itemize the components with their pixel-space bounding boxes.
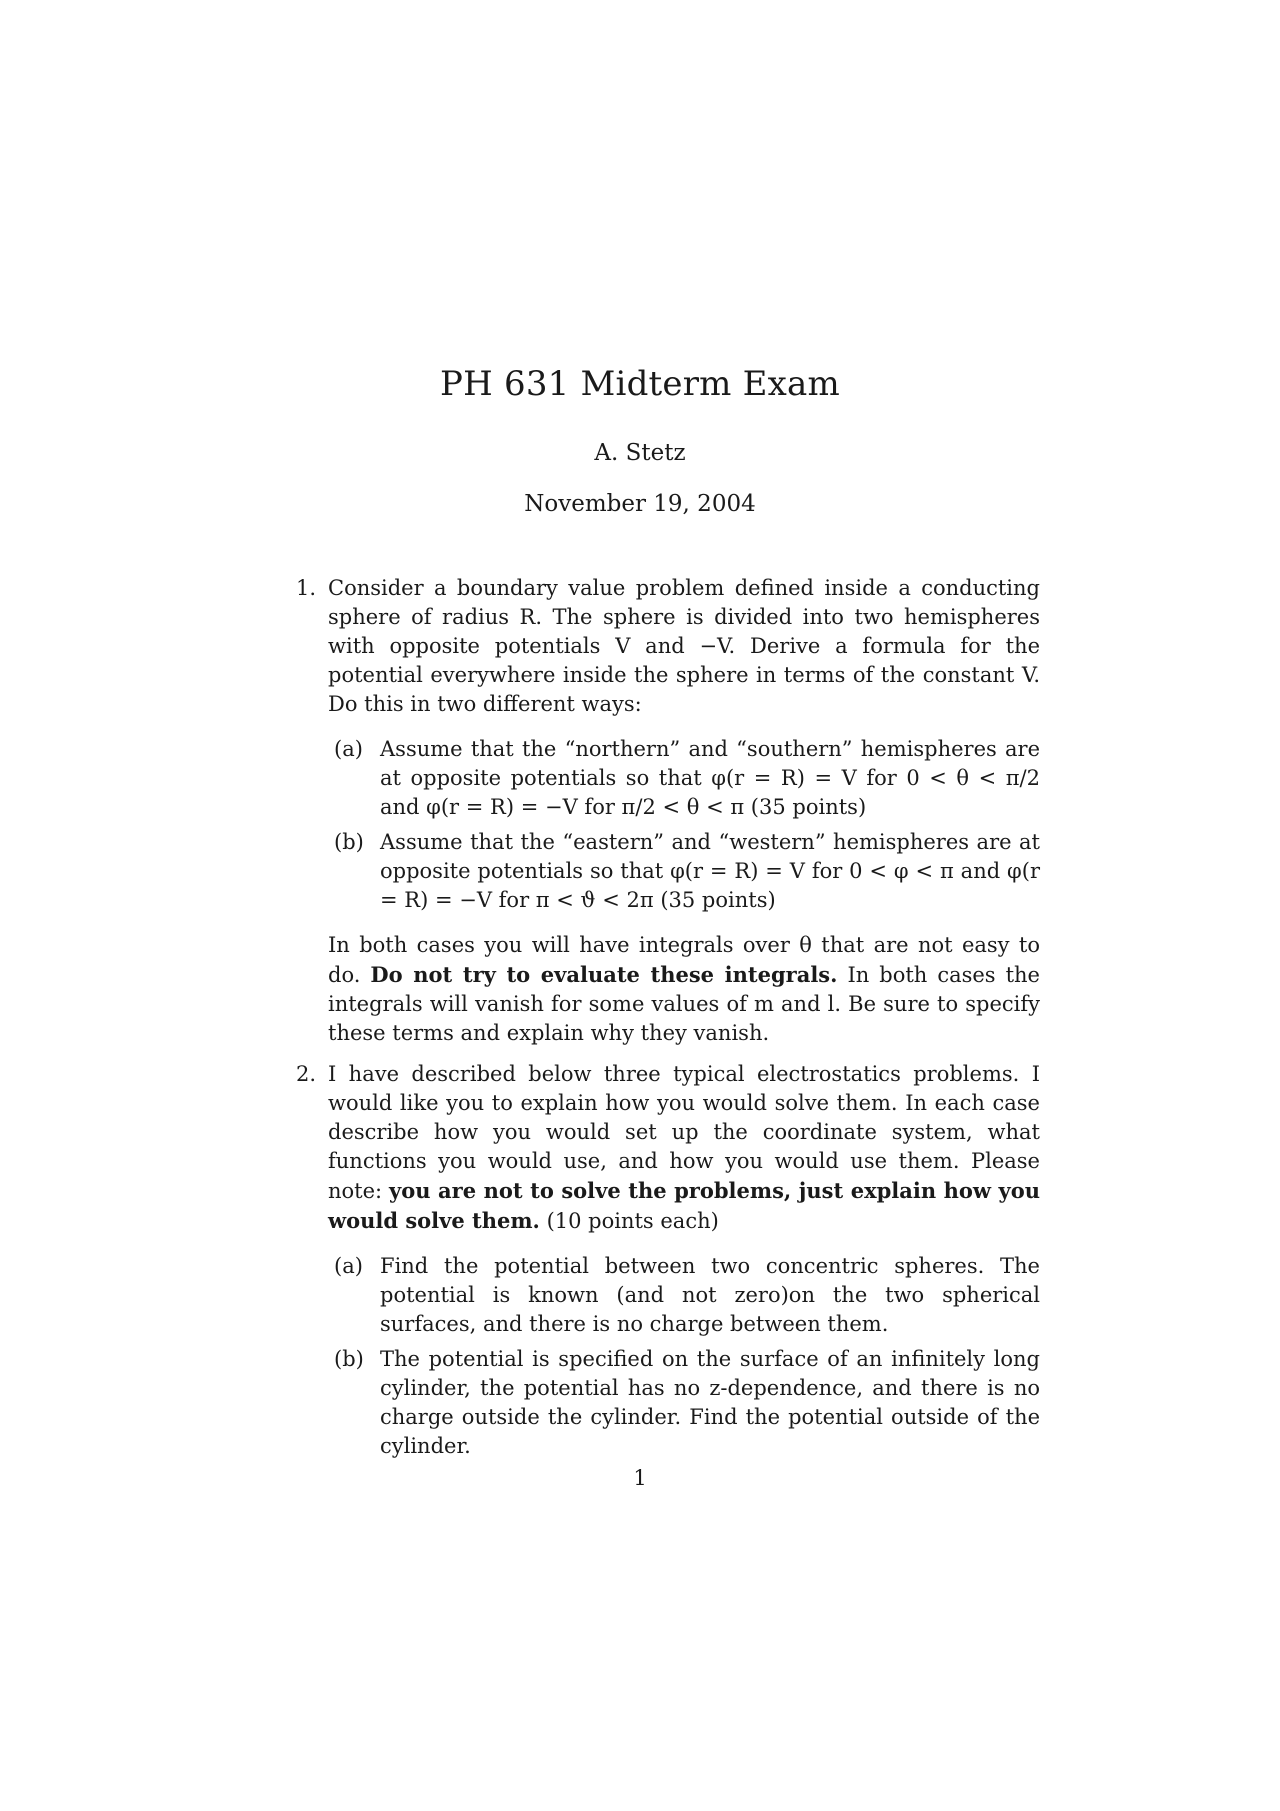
subpart-label: (a) [334, 737, 363, 761]
subpart-a [328, 735, 1040, 822]
page-title: PH 631 Midterm Exam [440, 364, 840, 404]
problem-1 [296, 574, 1040, 1048]
subpart-text: Find the potential between two concentric spheres. The potential is known (and not zero)on the two spherical surfaces, and there is no charge between them. [380, 1254, 1040, 1336]
closing-text: In both cases you will have integrals over θ that are not easy to do. [328, 933, 1040, 987]
subpart-b [328, 828, 1040, 915]
exam-body [296, 574, 1040, 1467]
problem-intro [328, 1060, 1040, 1236]
intro-text: I have described below three typical electrostatics problems. I would like you to explain how you would solve them. In each case describe how you would set up the coordinate system, what functions you would use, and how you would use them. Please note: [328, 1062, 1040, 1203]
closing-text-after: In both cases the integrals will vanish for some values of m and l. Be sure to specify these terms and explain why they vanish. [328, 963, 1040, 1045]
subpart-label: (b) [334, 1347, 364, 1371]
subpart-label: (a) [334, 1254, 363, 1278]
page-number: 1 [633, 1466, 647, 1490]
subpart-list [328, 735, 1040, 915]
problem-number: 1. [296, 576, 317, 600]
subpart-list [328, 1252, 1040, 1461]
problem-intro: Consider a boundary value problem defined inside a conducting sphere of radius R. The sphere is divided into two hemispheres with opposite potentials V and −V. Derive a formula for the potential everywhere inside the sphere in terms of the constant V. Do this in two different ways: [328, 576, 1040, 716]
subpart-text: Assume that the “eastern” and “western” hemispheres are at opposite potentials so that φ(r = R) = V for 0 < φ < π and φ(r = R) = −V for π < ϑ < 2π (35 points) [380, 830, 1040, 912]
subpart-b [328, 1345, 1040, 1461]
subpart-a [328, 1252, 1040, 1339]
exam-date: November 19, 2004 [524, 491, 756, 517]
subpart-text: Assume that the “northern” and “southern” hemispheres are at opposite potentials so that φ(r = R) = V for 0 < θ < π/2 and φ(r = R) = −V for π/2 < θ < π (35 points) [380, 737, 1040, 819]
intro-text-after: (10 points each) [546, 1209, 719, 1233]
problem-2 [296, 1060, 1040, 1461]
intro-bold-text: you are not to solve the problems, just explain how you would solve them. [328, 1178, 1040, 1233]
subpart-label: (b) [334, 830, 364, 854]
problem-closing [328, 931, 1040, 1048]
closing-bold-text: Do not try to evaluate these integrals. [370, 962, 838, 987]
problem-number: 2. [296, 1062, 317, 1086]
author-name: A. Stetz [594, 440, 686, 466]
subpart-text: The potential is specified on the surface of an infinitely long cylinder, the potential has no z-dependence, and there is no charge outside the cylinder. Find the potential outside of the cylinder. [380, 1347, 1040, 1458]
